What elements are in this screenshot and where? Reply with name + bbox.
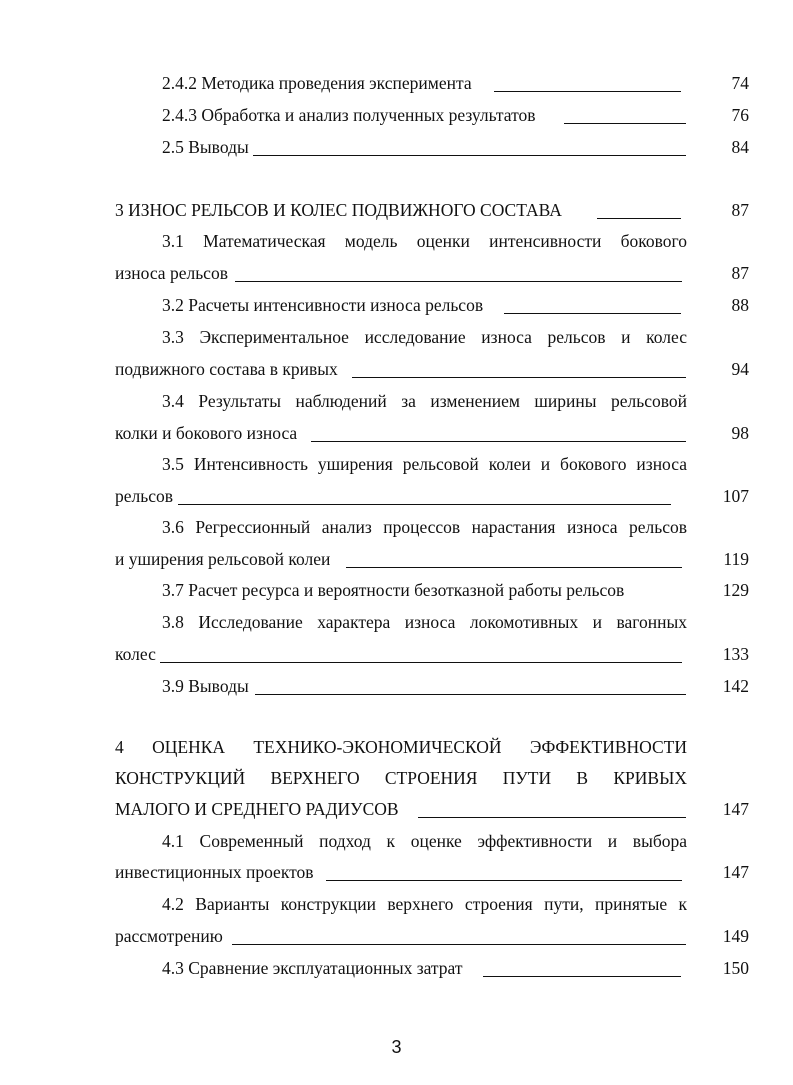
- toc-entry-4-2-line1: 4.2 Варианты конструкции верхнего строения пути, принятые к: [162, 894, 687, 914]
- toc-chapter-4-line2: КОНСТРУКЦИЙ ВЕРХНЕГО СТРОЕНИЯ ПУТИ В КРИВЫХ: [115, 768, 687, 788]
- dot-leader: [564, 123, 686, 124]
- dot-leader: [352, 377, 686, 378]
- toc-page-3: 87: [731, 200, 749, 220]
- dot-leader: [483, 976, 681, 977]
- toc-chapter-4-line1: 4 ОЦЕНКА ТЕХНИКО-ЭКОНОМИЧЕСКОЙ ЭФФЕКТИВНОСТИ: [115, 737, 687, 757]
- toc-page-4-2: 149: [722, 926, 749, 946]
- toc-page-3-5: 107: [722, 486, 749, 506]
- toc-chapter-4-line3: МАЛОГО И СРЕДНЕГО РАДИУСОВ: [115, 799, 399, 819]
- toc-entry-3-9: 3.9 Выводы: [162, 676, 249, 696]
- dot-leader: [346, 567, 682, 568]
- toc-entry-3-5-line2: рельсов: [115, 486, 174, 506]
- dot-leader: [235, 281, 682, 282]
- toc-page-2-5: 84: [731, 137, 749, 157]
- toc-page-4: 147: [722, 799, 749, 819]
- page-number: 3: [391, 1037, 402, 1057]
- toc-page-4-3: 150: [722, 958, 749, 978]
- toc-entry-3-8-line1: 3.8 Исследование характера износа локомотивных и вагонных: [162, 612, 687, 632]
- toc-entry-3-7: 3.7 Расчет ресурса и вероятности безотказной работы рельсов: [162, 580, 625, 600]
- toc-entry-2-4-2: 2.4.2 Методика проведения эксперимента: [162, 73, 472, 93]
- toc-entry-4-1-line2: инвестиционных проектов: [115, 862, 314, 882]
- toc-entry-2-4-3: 2.4.3 Обработка и анализ полученных результатов: [162, 105, 536, 125]
- dot-leader: [494, 91, 681, 92]
- toc-entry-3-3-line2: подвижного состава в кривых: [115, 359, 338, 379]
- toc-entry-3-4-line2: колки и бокового износа: [115, 423, 298, 443]
- toc-entry-3-5-line1: 3.5 Интенсивность уширения рельсовой колеи и бокового износа: [162, 454, 687, 474]
- toc-entry-3-8-line2: колес: [115, 644, 156, 664]
- toc-entry-3-3-line1: 3.3 Экспериментальное исследование износа рельсов и колес: [162, 327, 687, 347]
- toc-entry-4-3: 4.3 Сравнение эксплуатационных затрат: [162, 958, 463, 978]
- toc-entry-3-6-line1: 3.6 Регрессионный анализ процессов нарастания износа рельсов: [162, 517, 687, 537]
- dot-leader: [326, 880, 682, 881]
- toc-page-2-4-3: 76: [731, 105, 749, 125]
- dot-leader: [255, 694, 686, 695]
- toc-page-3-2: 88: [731, 295, 749, 315]
- toc-entry-3-1-line1: 3.1 Математическая модель оценки интенсивности бокового: [162, 231, 687, 251]
- toc-entry-4-2-line2: рассмотрению: [115, 926, 223, 946]
- dot-leader: [160, 662, 682, 663]
- toc-page-3-7: 129: [722, 580, 749, 600]
- toc-entry-3-2: 3.2 Расчеты интенсивности износа рельсов: [162, 295, 484, 315]
- toc-page-3-9: 142: [722, 676, 749, 696]
- toc-entry-3-4-line1: 3.4 Результаты наблюдений за изменением ширины рельсовой: [162, 391, 687, 411]
- toc-page-3-3: 94: [731, 359, 749, 379]
- toc-page-3-6: 119: [723, 549, 749, 569]
- dot-leader: [253, 155, 686, 156]
- toc-page-3-4: 98: [731, 423, 749, 443]
- toc-page-3-8: 133: [722, 644, 749, 664]
- dot-leader: [178, 504, 671, 505]
- toc-page-2-4-2: 74: [731, 73, 749, 93]
- toc-page-4-1: 147: [722, 862, 749, 882]
- dot-leader: [232, 944, 686, 945]
- dot-leader: [311, 441, 686, 442]
- toc-entry-3-6-line2: и уширения рельсовой колеи: [115, 549, 331, 569]
- toc-entry-2-5: 2.5 Выводы: [162, 137, 249, 157]
- dot-leader: [504, 313, 681, 314]
- toc-page-3-1: 87: [731, 263, 749, 283]
- toc-chapter-3: 3 ИЗНОС РЕЛЬСОВ И КОЛЕС ПОДВИЖНОГО СОСТАВА: [115, 200, 562, 220]
- dot-leader: [418, 817, 686, 818]
- toc-entry-4-1-line1: 4.1 Современный подход к оценке эффективности и выбора: [162, 831, 687, 851]
- dot-leader: [597, 218, 681, 219]
- toc-entry-3-1-line2: износа рельсов: [115, 263, 228, 283]
